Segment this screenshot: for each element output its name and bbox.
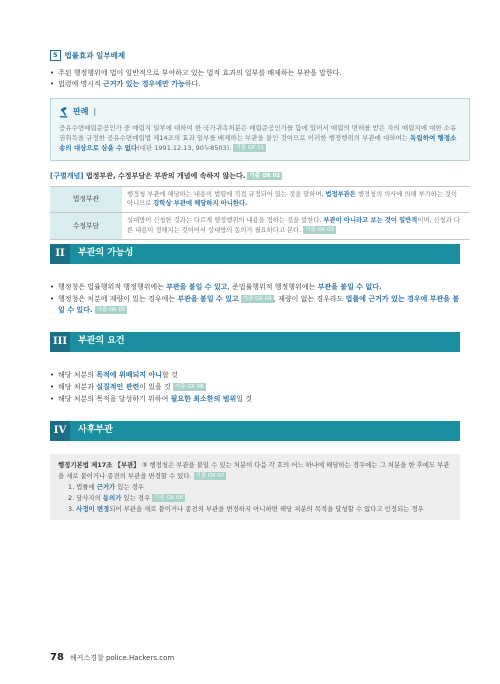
cell-text: 이며, 신청과 다른 내용이 정해지는 것이어서 상대방의 동의가 필요하다고 본다. bbox=[127, 217, 460, 234]
law-item-highlight: 사정이 변경 bbox=[76, 504, 110, 513]
law-item-text: 3. bbox=[68, 504, 77, 513]
cell-text: 행정청 부관에 해당하는 내용이 법령에 직접 규정되어 있는 것을 말하며, bbox=[127, 190, 326, 198]
bullet-text: 해당 처분의 bbox=[58, 371, 97, 379]
law-item bbox=[58, 504, 452, 515]
table-value bbox=[122, 213, 470, 240]
bullet-text: , 준법률행위적 행정행위에는 bbox=[227, 283, 318, 291]
law-item-text: 있는 경우 bbox=[115, 482, 144, 491]
bullet-text: 해당 처분의 목적을 달성하기 위하여 bbox=[58, 394, 171, 403]
quiz-tag: 기출 OX 07 bbox=[195, 472, 225, 479]
concept-title: 법정부관, 수정부담은 부관의 개념에 속하지 않는다. bbox=[83, 171, 246, 180]
list-item bbox=[50, 394, 460, 405]
section-5-title: 법률효과 일부배제 bbox=[64, 51, 126, 60]
quiz-tag: 기출 OX 02 bbox=[249, 172, 281, 179]
section-2-title: 부관의 가능성 bbox=[78, 248, 134, 259]
law-item-highlight: 근거가 bbox=[96, 482, 116, 491]
section-5-bullets bbox=[50, 68, 470, 91]
cell-highlight: 법정부관은 bbox=[325, 190, 356, 198]
law-item-text: 1. 법률에 bbox=[68, 482, 97, 491]
list-item bbox=[50, 294, 460, 316]
section-5-heading bbox=[50, 50, 470, 62]
case-highlight: 독립하여 행정소송의 대상으로 삼을 수 없다 bbox=[59, 134, 457, 153]
bullet-text: , 재량이 없는 경우라도 bbox=[273, 294, 346, 303]
list-item bbox=[50, 68, 470, 79]
case-title bbox=[59, 106, 461, 118]
bullet-highlight: 부관을 붙일 수 없다. bbox=[317, 283, 382, 291]
quiz-tag: 기출 OX 03 bbox=[305, 226, 335, 233]
bullet-highlight: 부관을 붙일 수 있고 bbox=[177, 294, 239, 303]
section-2-number: II bbox=[50, 244, 70, 264]
concept-block bbox=[50, 171, 470, 240]
quiz-tag: 기출 OX 05 bbox=[96, 306, 126, 313]
section-3-bullets bbox=[50, 370, 460, 406]
law-head: 행정기본법 제17조 【부관】 bbox=[58, 461, 140, 469]
section-4-banner bbox=[50, 421, 460, 441]
law-item-text: 되어 부관을 새로 붙이거나 종전의 부관을 변경하지 아니하면 해당 처분의 목적을 달성할 수 없다고 인정되는 경우 bbox=[109, 504, 424, 513]
section-4-title: 사후부관 bbox=[78, 425, 113, 436]
law-text: ③ 행정청은 부관을 붙일 수 있는 처분이 다음 각 호의 어느 하나에 해당하는 경우에는 그 처분을 한 후에도 부관을 새로 붙이거나 종전의 부관을 변경할 수 있다. bbox=[58, 461, 450, 480]
case-text: 공유수면매립준공인가 중 매립지 일부에 대하여 한 국가귀속처분은 매립준공인가를 함에 있어서 매립의 면허를 받은 자의 매립지에 대한 소유권취득을 규정한 공유수면매립법 제14조의 효과 일부를 배제하는 부관을 붙인 것이므로 이러한 행정행위의 부관에 대하여는 bbox=[59, 123, 457, 143]
law-item-text: 2. 당사자의 bbox=[68, 493, 103, 502]
law-item-highlight: 동의가 bbox=[102, 493, 122, 502]
cell-text: 상대방이 신청한 것과는 다르게 행정행위의 내용을 정하는 것을 말한다. bbox=[127, 217, 324, 225]
law-item bbox=[58, 493, 452, 504]
bullet-text: 법령에 명시적 bbox=[58, 80, 104, 89]
bullet-text: 행정청은 법률행위적 행정행위에는 bbox=[58, 283, 167, 291]
bullet-text: 할 것 bbox=[162, 371, 178, 379]
page-number: 78 bbox=[50, 652, 64, 663]
list-item bbox=[50, 282, 460, 293]
bullet-highlight: 근거가 있는 경우에만 가능 bbox=[103, 80, 185, 89]
gavel-icon bbox=[59, 107, 70, 118]
case-citation: (대판 1991.12.13, 90누8503). bbox=[137, 144, 232, 153]
table-row bbox=[50, 186, 470, 213]
quiz-tag: 기출 OX 08 bbox=[154, 494, 184, 501]
bullet-highlight: 목적에 위배되지 아니 bbox=[96, 371, 162, 379]
section-3-number: III bbox=[50, 332, 70, 352]
section-4-number: IV bbox=[50, 421, 70, 441]
list-item bbox=[50, 370, 460, 381]
bullet-text: 일 것 bbox=[236, 394, 253, 403]
bullet-text: 해당 처분과 bbox=[58, 382, 97, 391]
law-item-text: 있는 경우 bbox=[121, 493, 151, 502]
list-item bbox=[50, 79, 470, 90]
case-body bbox=[59, 123, 461, 154]
section-2-bullets bbox=[50, 282, 460, 317]
footer-brand: 해커스경찰 police.Hackers.com bbox=[69, 654, 175, 662]
table-key: 법정부관 bbox=[50, 186, 122, 213]
quiz-tag: 기출 OX 04 bbox=[242, 295, 272, 302]
bullet-text: 행정청은 처분에 재량이 있는 경우에는 bbox=[58, 294, 178, 303]
cell-highlight: 강학상 부관에 해당하지 아니한다. bbox=[153, 200, 248, 208]
page-footer bbox=[50, 650, 174, 666]
section-2-banner bbox=[50, 244, 460, 264]
cell-highlight: 부관이 아니라고 보는 것이 일반적 bbox=[323, 217, 418, 225]
concept-heading bbox=[50, 171, 470, 182]
bullet-text: 주된 행정행위에 법이 일반적으로 부여하고 있는 법적 효과의 일부를 배제하는 부관을 말한다. bbox=[58, 68, 342, 77]
bullet-text: 하다. bbox=[184, 80, 201, 89]
section-3-title: 부관의 요건 bbox=[78, 336, 125, 347]
bullet-highlight: 부관을 붙일 수 있고 bbox=[166, 283, 228, 291]
quiz-tag: 기출 OX 01 bbox=[235, 145, 265, 152]
table-value bbox=[122, 186, 470, 213]
bullet-highlight: 필요한 최소한의 범위 bbox=[170, 394, 237, 403]
section-5 bbox=[50, 50, 470, 240]
section-3-banner bbox=[50, 332, 460, 352]
law-box bbox=[50, 454, 460, 520]
concept-label: [구별개념] bbox=[50, 171, 84, 180]
case-title-pipe: | bbox=[93, 107, 97, 117]
section-5-number: 5 bbox=[50, 50, 61, 61]
quiz-tag: 기출 OX 06 bbox=[174, 383, 204, 390]
table-row bbox=[50, 213, 470, 240]
list-item bbox=[50, 382, 460, 393]
bullet-text: 이 있을 것 bbox=[139, 382, 171, 391]
table-key: 수정부담 bbox=[50, 213, 122, 240]
bullet-highlight: 실질적인 관련 bbox=[96, 382, 140, 391]
bullet-highlight: 법률에 근거가 있는 경우에 부관을 붙일 수 있다. bbox=[58, 294, 460, 314]
law-intro bbox=[58, 460, 452, 482]
concept-table bbox=[50, 186, 470, 240]
case-box bbox=[50, 98, 470, 161]
law-item bbox=[58, 482, 452, 493]
case-title-text: 판례 bbox=[73, 107, 89, 117]
cell-text: 행정청의 의사에 의해 부가하는 것이 아니므로 bbox=[127, 190, 458, 208]
